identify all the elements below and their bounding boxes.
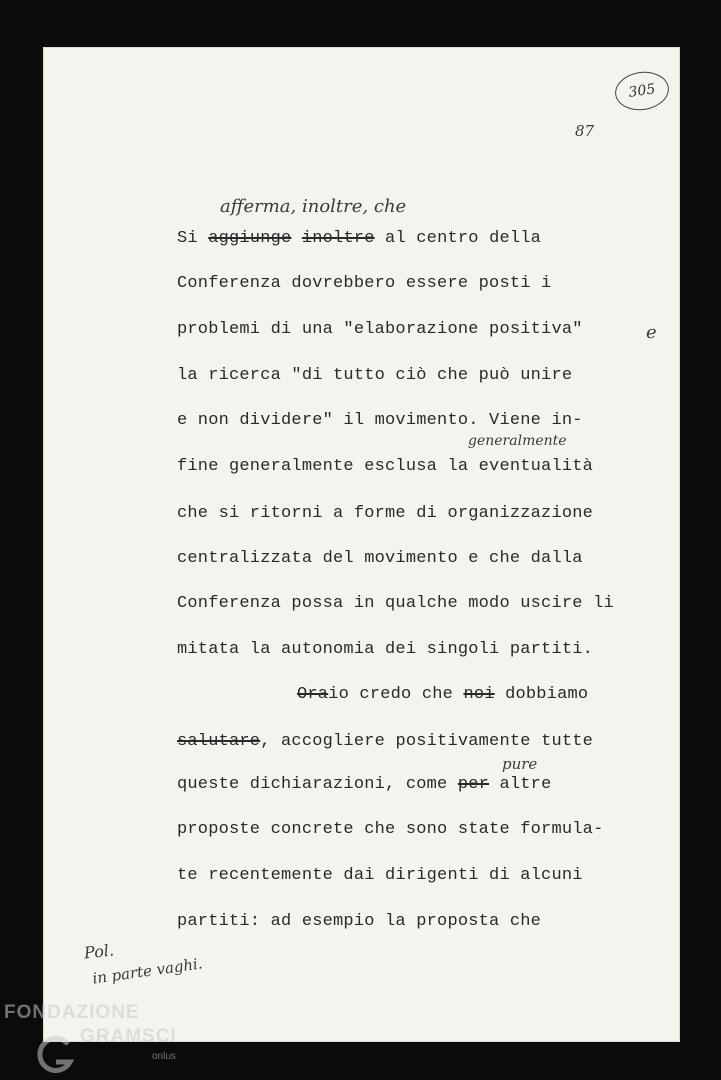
text-line-13: queste dichiarazioni, come per altre <box>177 775 552 794</box>
watermark-line-2: GRAMSCI <box>80 1026 177 1047</box>
margin-note-line-1: Pol. <box>83 940 115 963</box>
text-line-12: salutare, accogliere positivamente tutte <box>177 732 594 751</box>
watermark-suffix: onlus <box>152 1051 176 1062</box>
text-line-7: che si ritorni a forme di organizzazione <box>177 504 594 523</box>
handwritten-insert-1: afferma, inoltre, che <box>220 196 407 217</box>
handwritten-insert-2: e <box>646 322 657 343</box>
text-line-10: mitata la autonomia dei singoli partiti. <box>177 640 594 659</box>
text-line-5: e non dividere" il movimento. Viene in- <box>177 411 583 430</box>
text-line-8: centralizzata del movimento e che dalla <box>177 549 583 568</box>
text-line-3: problemi di una "elaborazione positiva" <box>177 320 583 339</box>
text-line-1: Si aggiunge inoltre al centro della <box>177 229 542 248</box>
page-number: 87 <box>575 122 595 140</box>
handwritten-insert-3: generalmente <box>468 433 567 449</box>
archive-number: 305 <box>627 81 657 101</box>
text-line-4: la ricerca "di tutto ciò che può unire <box>177 366 573 385</box>
watermark-line-1: FONDAZIONE <box>4 1002 140 1023</box>
margin-note-line-2: in parte vaghi. <box>91 954 204 988</box>
text-line-6: fine generalmente esclusa la eventualità <box>177 457 594 476</box>
text-line-11: Oraio credo che noi dobbiamo <box>297 685 589 704</box>
handwritten-insert-4: pure <box>502 755 538 773</box>
text-line-2: Conferenza dovrebbero essere posti i <box>177 274 552 293</box>
text-line-14: proposte concrete che sono state formula- <box>177 820 604 839</box>
fondazione-gramsci-watermark <box>4 1000 184 1075</box>
watermark-logo-icon <box>32 1036 76 1076</box>
text-line-16: partiti: ad esempio la proposta che <box>177 912 542 931</box>
text-line-9: Conferenza possa in qualche modo uscire li <box>177 594 614 613</box>
text-line-15: te recentemente dai dirigenti di alcuni <box>177 866 583 885</box>
